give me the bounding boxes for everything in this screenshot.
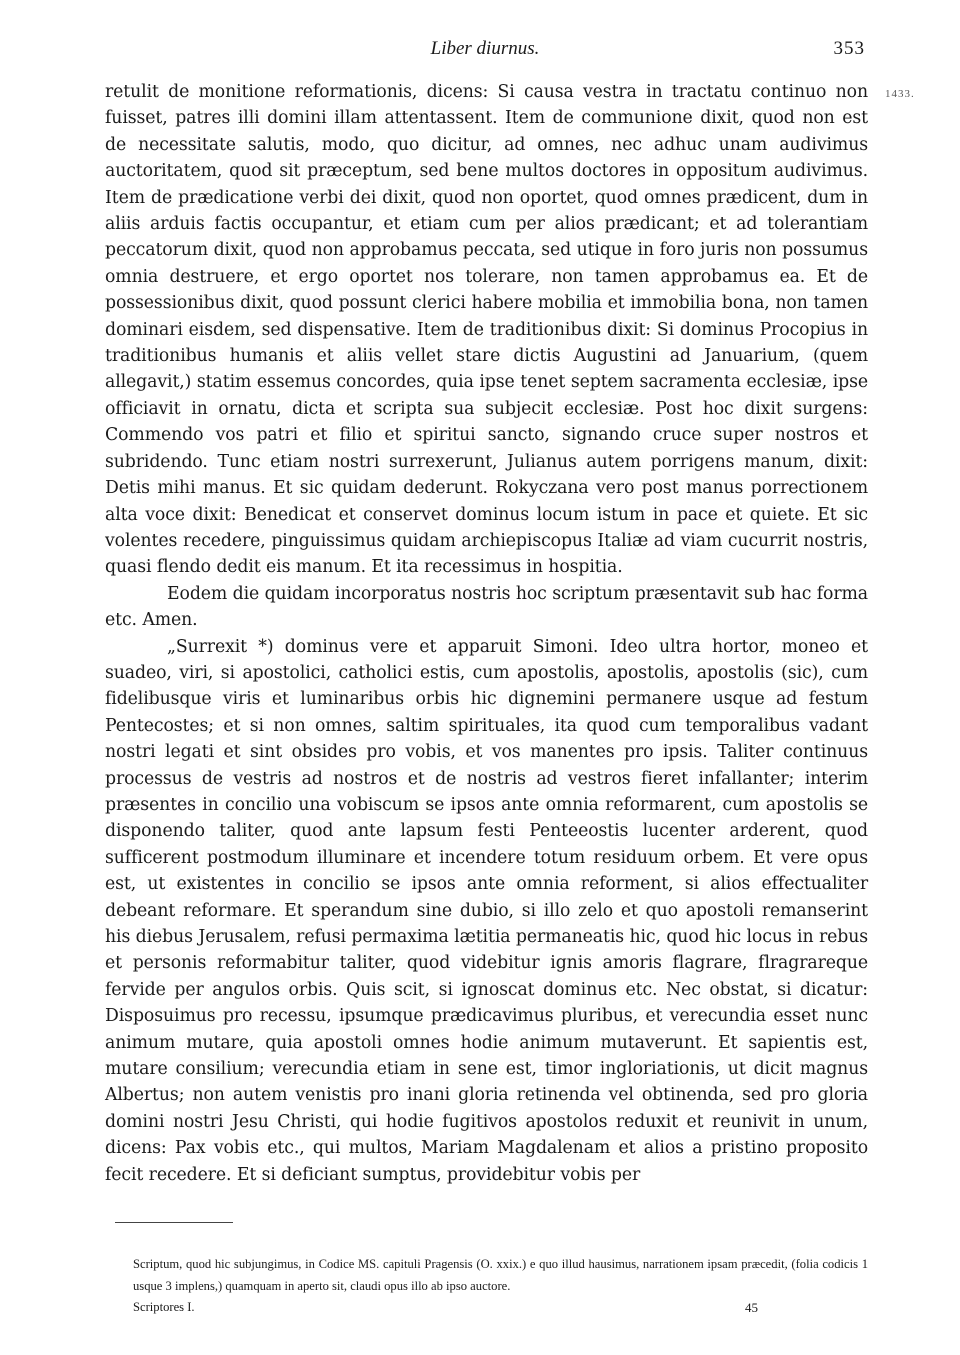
- page-header: [105, 38, 865, 68]
- paragraph: Eodem die quidam incorporatus nostris hoc scriptum præsentavit sub hac forma etc. Amen.: [105, 583, 868, 631]
- paragraph: „Surrexit *) dominus vere et apparuit Simoni. Ideo ultra hortor, moneo et suadeo, viri, si apostolici, catholici estis, cum apostolis, apostolis, apostolis (sic), cum fidelibusque viris et luminaribus orbis hic dignemini permanere usque ad festum Pentecostes; et si non omnes, saltim spirituales, ita quod cum temporalibus vadant nostri legati et sint obsides pro vobis, et vos manentes pro ipsis. Taliter continuus processus de vestris ad nostros et de nostris ad vestros fieret infallanter; interim præsentes in concilio una vobiscum se ipsos ante omnia reformarent, cum apostolis se disponendo taliter, quod ante lapsum festi Penteeostis lucenter arderent, quod sufficerent postmodum illuminare et incendere totum residuum orbem. Et vere opus est, ut existentes in concilio se ipsos ante omnia reforment, si alios effectualiter debeant reformare. Et sperandum sine dubio, si illo zelo et quo apostoli remanserint his diebus Jerusalem, refusi permaxima lætitia permaneatis hic, quod hic locus in rebus et personis reformabitur taliter, quod videbitur ignis amoris flagrare, flragrareque fervide per angulos orbis. Quis scit, si ignoscat dominus etc. Nec obstat, si dicatur: Disposuimus pro recessu, ipsumque prædicavimus pluribus, et verecundia esset nunc animum mutare, quia apostoli omnes hodie animum mutaverunt. Et sapientis est, mutare consilium; verecundia etiam in sene est, timor ingloriationis, ut dicit magnus Albertus; non autem venistis pro inani gloria retinenda vel obtinenda, sed pro gloria domini nostri Jesu Christi, qui hodie fugitivos apostolos reduxit et reunivit in unum, dicens: Pax vobis etc., qui multos, Mariam Magdalenam et alios a pristino proposito fecit recedere. Et si deficiant sumptus, providebitur vobis per: [105, 636, 868, 1185]
- footnote-divider: [115, 1222, 233, 1223]
- printer-signature: Scriptores I.: [133, 1300, 195, 1314]
- main-text: [105, 79, 868, 1188]
- sheet-number: 45: [745, 1300, 758, 1315]
- signature-line: [133, 1300, 868, 1322]
- paragraph: retulit de monitione reformationis, dicens: Si causa vestra in tractatu continuo non fuisset, patres illi domini illam attentassent. Item de communione dixit, quod non est de necessitate salutis, modo, quo dicitur, ad omnes, nec adhuc unam audivimus auctoritatem, quod sit præceptum, sed bene multos doctores in oppositum audivimus. Item de prædicatione verbi dei dixit, quod non oportet, quod omnes prædicent, dum in aliis arduis factis occupantur, et etiam cum per alios prædicant; et ad tolerantiam peccatorum dixit, quod non approbamus peccata, sed utique in foro juris non possumus omnia destruere, et ergo oportet nos tolerare, non tamen approbamus ea. Et de possessionibus dixit, quod possunt clerici habere mobilia et immobilia bona, non tamen dominari eisdem, sed dispensative. Item de traditionibus dixit: Si dominus Procopius in traditionibus humanis et aliis vellet stare dictis Augustini ad Januarium, (quem allegavit,) statim essemus concordes, quia ipse tenet septem sacramenta ecclesiæ, ipse officiavit in ornatu, dicta et scripta sua subjecit ecclesiæ. Post hoc dixit surgens: Commendo vos patri et filio et spiritui sancto, signando cruce super nostros et subridendo. Tunc etiam nostri surrexerunt, Julianus autem porrigens manum, dixit: Detis mihi manus. Et sic quidam dederunt. Rokyczana vero post manus porrectionem alta voce dixit: Benedicat et conservet dominus locum istum in pace et quiete. Et sic volentes recedere, pinguissimus quidam archiepiscopus Italiæ ad viam cucurrit nostris, quasi flendo dedit eis manum. Et ita recessimus in hospitia.: [105, 82, 868, 578]
- running-title: Liber diurnus.: [430, 38, 540, 59]
- margin-year-note: 1433.: [885, 88, 915, 100]
- page-number: 353: [833, 38, 865, 59]
- footnote: Scriptum, quod hic subjungimus, in Codice MS. capituli Pragensis (O. xxix.) e quo illud hausimus, narrationem ipsam præcedit, (folia codicis 1 usque 3 implens,) quamquam in aperto sit, claudi opus illo ab ipso auctore.: [133, 1257, 868, 1293]
